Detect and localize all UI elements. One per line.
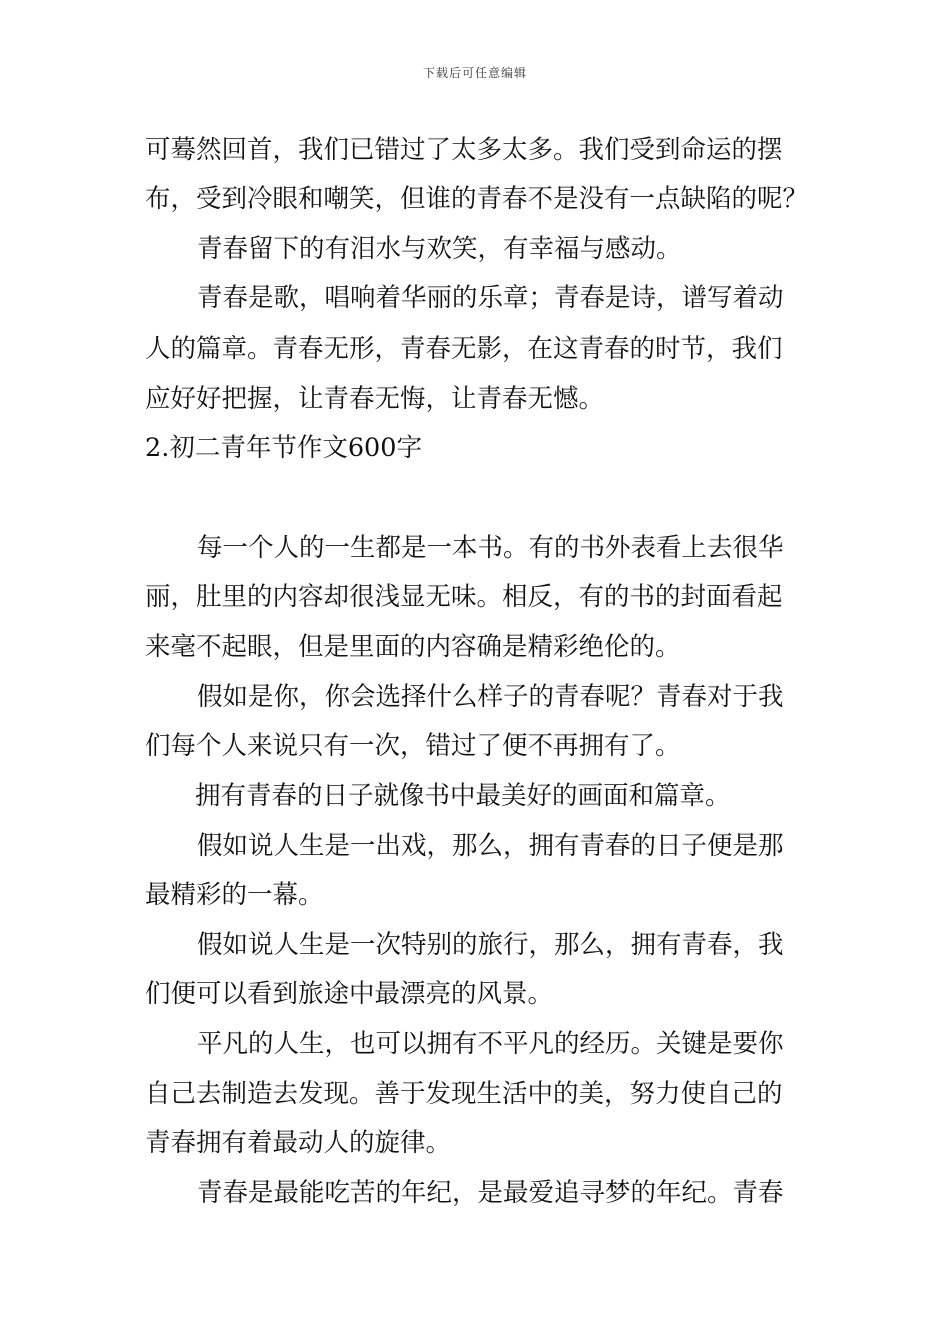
paragraph-line: 青春是歌，唱响着华丽的乐章；青春是诗，谱写着动 bbox=[197, 283, 784, 313]
paragraph-line: 最精彩的一幕。 bbox=[145, 880, 324, 910]
section-heading: 2.初二青年节作文600字 bbox=[145, 433, 423, 463]
paragraph-line: 应好好把握，让青春无悔，让青春无憾。 bbox=[145, 384, 605, 414]
paragraph-line: 拥有青春的日子就像书中最美好的画面和篇章。 bbox=[195, 781, 731, 811]
paragraph-line: 青春拥有着最动人的旋律。 bbox=[145, 1128, 452, 1158]
paragraph-line: 布，受到冷眼和嘲笑，但谁的青春不是没有一点缺陷的呢？ bbox=[145, 184, 809, 214]
paragraph-line: 人的篇章。青春无形，青春无影，在这青春的时节，我们 bbox=[145, 334, 783, 364]
paragraph-line: 平凡的人生，也可以拥有不平凡的经历。关键是要你 bbox=[197, 1029, 784, 1059]
paragraph-line: 来毫不起眼，但是里面的内容确是精彩绝伦的。 bbox=[145, 632, 681, 662]
paragraph-line: 每一个人的一生都是一本书。有的书外表看上去很华 bbox=[197, 533, 784, 563]
paragraph-line: 青春是最能吃苦的年纪，是最爱追寻梦的年纪。青春 bbox=[197, 1178, 784, 1208]
paragraph-line: 假如说人生是一次特别的旅行，那么，拥有青春，我 bbox=[197, 930, 784, 960]
paragraph-line: 可蓦然回首，我们已错过了太多太多。我们受到命运的摆 bbox=[145, 135, 783, 165]
paragraph-line: 假如说人生是一出戏，那么，拥有青春的日子便是那 bbox=[197, 831, 784, 861]
paragraph-line: 自己去制造去发现。善于发现生活中的美，努力使自己的 bbox=[145, 1079, 783, 1109]
paragraph-line: 丽，肚里的内容却很浅显无味。相反，有的书的封面看起 bbox=[145, 582, 783, 612]
paragraph-line: 们每个人来说只有一次，错过了便不再拥有了。 bbox=[145, 731, 681, 761]
paragraph-line: 们便可以看到旅途中最漂亮的风景。 bbox=[145, 979, 554, 1009]
paragraph-line: 青春留下的有泪水与欢笑，有幸福与感动。 bbox=[197, 234, 682, 264]
page-header-note: 下载后可任意编辑 bbox=[422, 66, 527, 80]
paragraph-line: 假如是你，你会选择什么样子的青春呢？青春对于我 bbox=[197, 682, 784, 712]
